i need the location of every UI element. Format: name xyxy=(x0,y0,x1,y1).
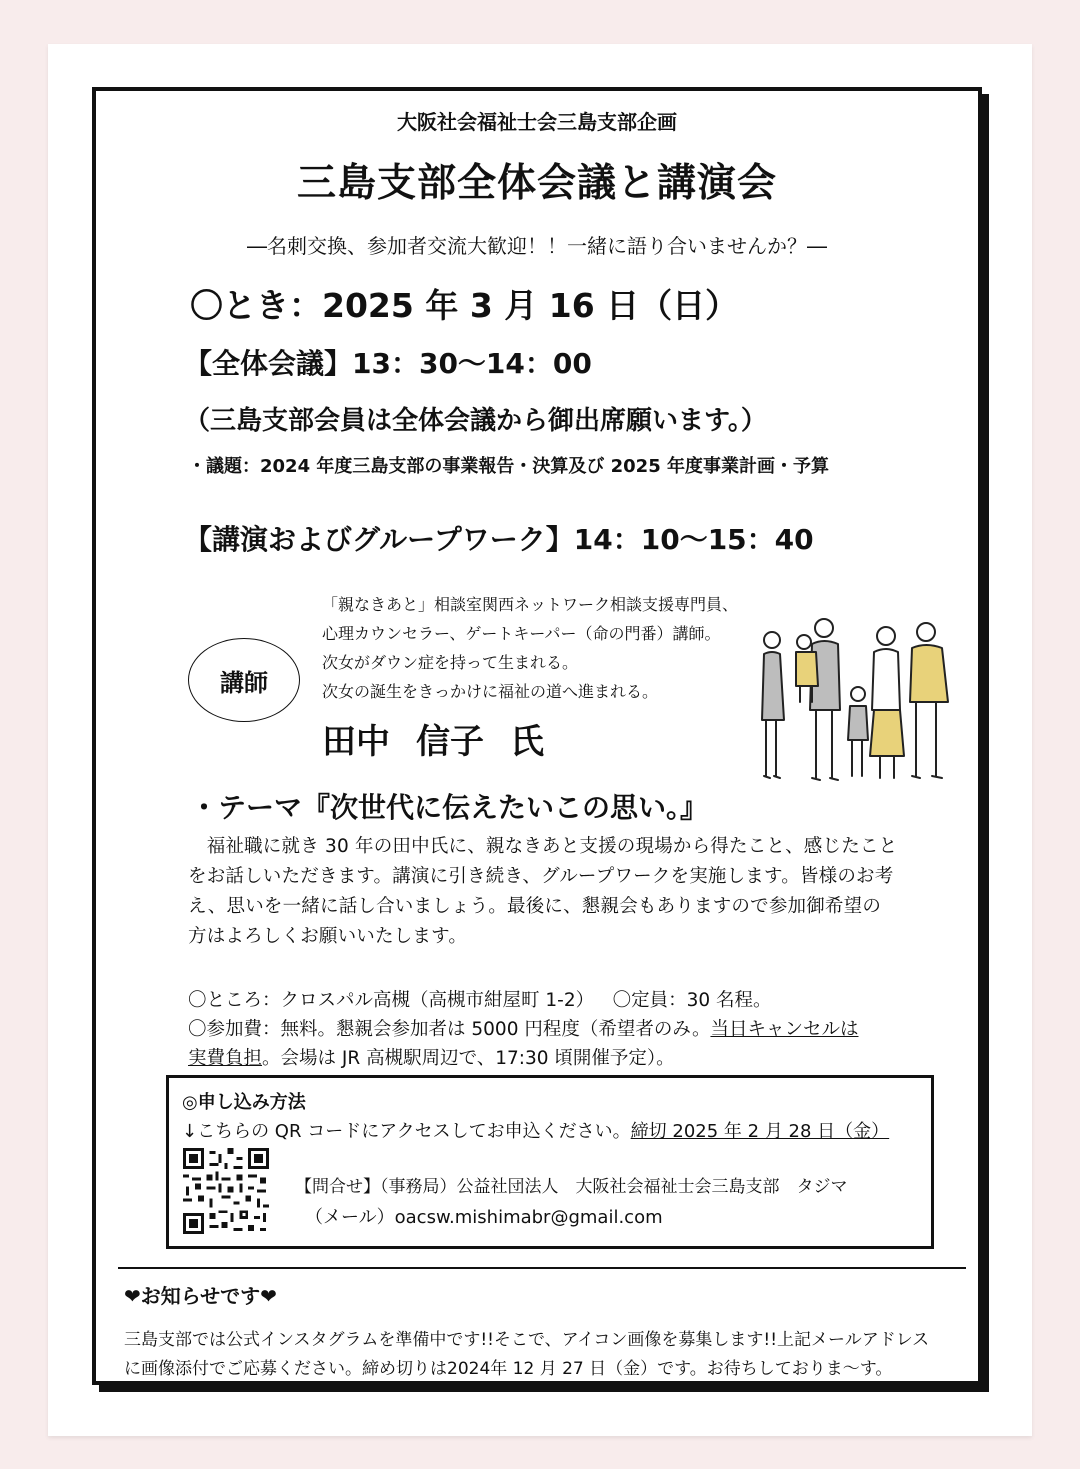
theme-title: ・テーマ『次世代に伝えたいこの思い。』 xyxy=(190,791,709,824)
lecturer-bio-line: 次女の誕生をきっかけに福祉の道へ進まれる。 xyxy=(322,682,659,701)
family-illustration xyxy=(754,610,956,790)
theme-description xyxy=(188,832,898,952)
contact-info: 【問合せ】（事務局）公益社団法人 大阪社会福祉士会三島支部 タジマ xyxy=(295,1177,848,1197)
contact-email[interactable]: （メール）oacsw.mishimabr@gmail.com xyxy=(305,1207,663,1228)
organizer-label: 大阪社会福祉士会三島支部企画 xyxy=(397,110,677,134)
lecturer-badge-label: 講師 xyxy=(220,668,268,697)
lecturer-bio-line: 次女がダウン症を持って生まれる。 xyxy=(322,653,579,672)
capacity-text: 〇定員：30 名程。 xyxy=(612,990,772,1011)
theme-body: 福祉職に就き 30 年の田中氏に、親なきあと支援の現場から得たこと、感じたことをお話しいただきます。講演に引き続き、グループワークを実施します。皆様のお考え、思いを一緒に話し合いましょう。最後に、懇親会もありますので参加御希望の方はよろしくお願いいたします。 xyxy=(188,836,898,947)
venue-line xyxy=(188,986,772,1012)
fee-line-2 xyxy=(188,1044,675,1070)
notice-title: ❤お知らせです❤ xyxy=(124,1284,277,1308)
lecturer-given-name: 信子 xyxy=(416,722,484,762)
lecturer-honorific: 氏 xyxy=(510,722,544,762)
attendance-note: （三島支部会員は全体会議から御出席願います。） xyxy=(184,406,767,436)
fee-rest-text: 。会場は JR 高槻駅周辺で、17:30 頃開催予定）。 xyxy=(262,1048,675,1069)
lecturer-name xyxy=(322,714,544,763)
notice-line: 三島支部では公式インスタグラムを準備中です!!そこで、アイコン画像を募集します!!上記メールアドレス xyxy=(124,1330,930,1350)
lecturer-bio-line: 心理カウンセラー、ゲートキーパー（命の門番）講師。 xyxy=(322,624,721,643)
event-title: 三島支部全体会議と講演会 xyxy=(296,161,777,206)
section-divider xyxy=(118,1267,966,1269)
fee-line xyxy=(188,1015,858,1041)
event-date: 〇とき：2025 年 3 月 16 日（日） xyxy=(190,286,739,325)
agenda-text: ・議題：2024 年度三島支部の事業報告・決算及び 2025 年度事業計画・予算 xyxy=(188,456,829,477)
cancel-note-2: 実費負担 xyxy=(188,1048,263,1069)
fee-text: 〇参加費：無料。懇親会参加者は 5000 円程度（希望者のみ。 xyxy=(188,1019,711,1040)
event-subtitle: ―名刺交換、参加者交流大歓迎！！一緒に語り合いませんか？― xyxy=(247,234,827,258)
application-desc-line xyxy=(182,1117,889,1143)
venue-text: 〇ところ：クロスパル高槻（高槻市紺屋町 1-2） xyxy=(188,990,595,1011)
cancel-note: 当日キャンセルは xyxy=(710,1019,859,1040)
qr-code[interactable] xyxy=(183,1148,269,1234)
application-deadline: 締切 2025 年 2 月 28 日（金） xyxy=(630,1121,890,1142)
lecturer-badge xyxy=(188,638,300,722)
lecturer-bio-line: 「親なきあと」相談室関西ネットワーク相談支援専門員、 xyxy=(322,595,739,614)
lecture-time: 【講演およびグループワーク】14：10～15：40 xyxy=(184,523,814,556)
general-meeting-time: 【全体会議】13：30～14：00 xyxy=(184,347,592,380)
lecturer-family-name: 田中 xyxy=(322,722,390,762)
notice-line: に画像添付でご応募ください。締め切りは2024年 12 月 27 日（金）です。お待ちしておりま～す。 xyxy=(124,1359,893,1379)
application-desc: ↓こちらの QR コードにアクセスしてお申込ください。 xyxy=(182,1121,631,1142)
application-title: ◎申し込み方法 xyxy=(182,1092,306,1113)
